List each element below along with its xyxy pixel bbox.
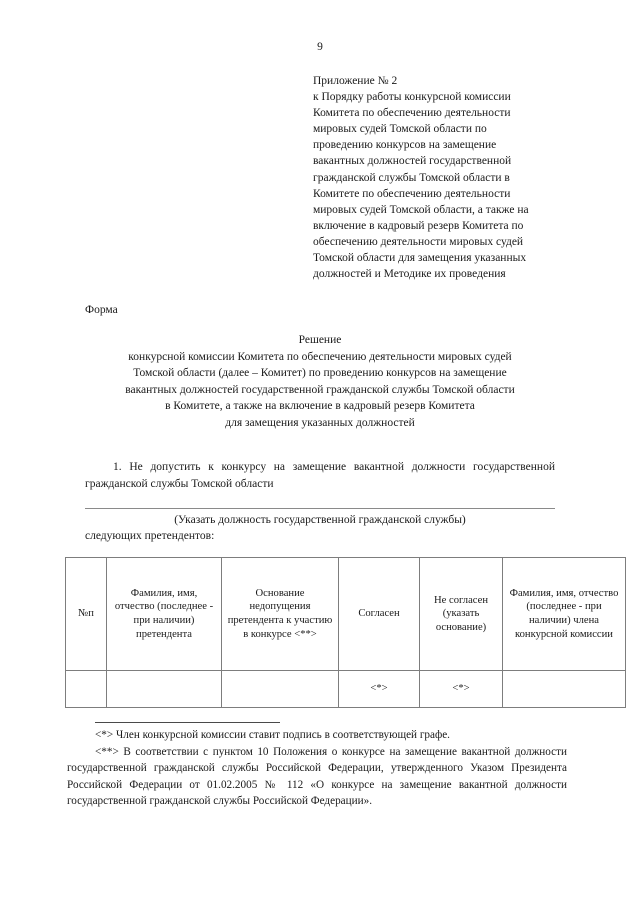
- appendix-line: Комитета по обеспечению деятельности: [313, 107, 511, 120]
- appendix-line: гражданской службы Томской области в: [313, 171, 510, 184]
- appendix-line: Комитете по обеспечению деятельности: [313, 187, 511, 200]
- candidates-table-wrapper: [65, 557, 619, 708]
- footnote-item: <**> В соответствии с пунктом 10 Положения о конкурсе на замещение вакантной должности государственной гражданской службы Российской Федерации, утвержденного Указом Президента Российской Федерации от 01.02.2005 № 112 «О конкурсе на замещение вакантной должности государственной гражданской службы Российской Федерации».: [67, 745, 567, 808]
- form-label: Форма: [85, 304, 118, 316]
- appendix-line: проведению конкурсов на замещение: [313, 139, 497, 152]
- table-header-row: [66, 558, 626, 671]
- table-row: [66, 671, 626, 708]
- title-line: для замещения указанных должностей: [225, 416, 415, 429]
- footnotes-block: [67, 727, 567, 810]
- page-number: 9: [317, 41, 323, 53]
- title-line: конкурсной комиссии Комитета по обеспечению деятельности мировых судей: [128, 350, 512, 363]
- table-cell: <*>: [420, 671, 503, 708]
- table-cell: [66, 671, 107, 708]
- appendix-reference-block: [313, 73, 588, 282]
- table-header-cell: Основание недопущения претендента к участию в конкурсе <**>: [222, 558, 339, 671]
- candidates-table: [65, 557, 626, 708]
- table-cell: [222, 671, 339, 708]
- clause-paragraph: 1. Не допустить к конкурсу на замещение вакантной должности государственной гражданской службы Томской области: [85, 461, 555, 490]
- table-header-cell: №п: [66, 558, 107, 671]
- candidates-intro-text: следующих претендентов:: [85, 530, 215, 542]
- table-header-cell: Фамилия, имя, отчество (последнее - при наличии) члена конкурсной комиссии: [503, 558, 626, 671]
- table-header-cell: Согласен: [339, 558, 420, 671]
- position-rule-caption: (Указать должность государственной гражданской службы): [174, 514, 466, 526]
- table-cell: [503, 671, 626, 708]
- appendix-line: включение в кадровый резерв Комитета по: [313, 219, 524, 232]
- title-line: в Комитете, а также на включение в кадровый резерв Комитета: [165, 400, 475, 412]
- table-header-cell: Не согласен (указать основание): [420, 558, 503, 671]
- table-header-cell: Фамилия, имя, отчество (последнее - при наличии) претендента: [107, 558, 222, 671]
- title-line: Томской области (далее – Комитет) по проведению конкурсов на замещение: [133, 367, 507, 379]
- footnote-item: <*> Член конкурсной комиссии ставит подпись в соответствующей графе.: [95, 729, 450, 741]
- appendix-line: мировых судей Томской области по: [313, 123, 487, 136]
- table-cell: <*>: [339, 671, 420, 708]
- appendix-line: Приложение № 2: [313, 75, 398, 87]
- appendix-line: к Порядку работы конкурсной комиссии: [313, 91, 511, 104]
- appendix-line: мировых судей Томской области, а также на: [313, 203, 529, 216]
- position-fill-rule: [85, 508, 555, 509]
- appendix-line: обеспечению деятельности мировых судей: [313, 235, 524, 248]
- title-line: вакантных должностей государственной гражданской службы Томской области: [125, 383, 515, 396]
- document-heading: Решение: [298, 334, 342, 346]
- appendix-line: вакантных должностей государственной: [313, 155, 512, 168]
- appendix-line: Томской области для замещения указанных: [313, 252, 527, 265]
- appendix-line: должностей и Методике их проведения: [313, 268, 506, 281]
- footnote-separator: [95, 722, 280, 723]
- document-title-block: [70, 332, 570, 431]
- table-cell: [107, 671, 222, 708]
